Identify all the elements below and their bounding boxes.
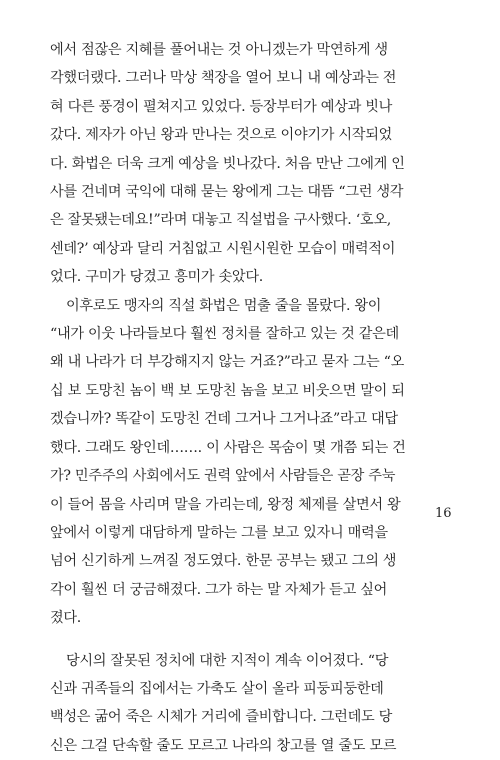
text-line: 왜 내 나라가 더 부강해지지 않는 거죠?”라고 묻자 그는 “오 bbox=[50, 354, 405, 371]
text-line: 이후로도 맹자의 직설 화법은 멈출 줄을 몰랐다. 왕이 bbox=[66, 297, 382, 314]
text-line: 신과 귀족들의 집에서는 가축도 살이 올라 피둥피둥한데 bbox=[50, 680, 384, 697]
text-line: 사를 건네며 국익에 대해 묻는 왕에게 그는 대뜸 “그런 생각 bbox=[50, 184, 404, 201]
text-line: 은 잘못됐는데요!”라며 대놓고 직설법을 구사했다. ‘호오, bbox=[50, 212, 391, 229]
text-line: 졌다. bbox=[50, 610, 82, 627]
text-line: “내가 이웃 나라들보다 훨씬 정치를 잘하고 있는 것 같은데 bbox=[50, 326, 399, 343]
text-line: 넘어 신기하게 느껴질 정도였다. 한문 공부는 됐고 그의 생 bbox=[50, 553, 397, 570]
text-line: 했다. 그래도 왕인데……. 이 사람은 목숨이 몇 개쯤 되는 건 bbox=[50, 439, 406, 456]
text-line: 겠습니까? 똑같이 도망친 건데 그거나 그거나죠”라고 대답 bbox=[50, 411, 398, 428]
page-number: 16 bbox=[435, 506, 452, 521]
text-line: 다. 화법은 더욱 크게 예상을 빗나갔다. 처음 만난 그에게 인 bbox=[50, 155, 405, 172]
text-line: 이 들어 몸을 사리며 말을 가리는데, 왕정 체제를 살면서 왕 bbox=[50, 496, 401, 513]
text-line: 당시의 잘못된 정치에 대한 지적이 계속 이어졌다. “당 bbox=[66, 652, 389, 669]
text-line: 었다. 구미가 당겼고 흥미가 솟았다. bbox=[50, 269, 263, 286]
body-text bbox=[50, 36, 406, 760]
text-line: 혀 다른 풍경이 펼쳐지고 있었다. 등장부터가 예상과 빗나 bbox=[50, 98, 392, 115]
text-line: 각이 훨씬 더 궁금해졌다. 그가 하는 말 자체가 듣고 싶어 bbox=[50, 581, 388, 598]
text-line: 신은 그걸 단속할 줄도 모르고 나라의 창고를 열 줄도 모르 bbox=[50, 737, 397, 754]
text-line: 백성은 굶어 죽은 시체가 거리에 즐비합니다. 그런데도 당 bbox=[50, 709, 392, 726]
text-line: 앞에서 이렇게 대담하게 말하는 그를 보고 있자니 매력을 bbox=[50, 524, 388, 541]
text-line: 각했더랬다. 그러나 막상 책장을 열어 보니 내 예상과는 전 bbox=[50, 70, 397, 87]
text-line: 가? 민주주의 사회에서도 권력 앞에서 사람들은 곧장 주눅 bbox=[50, 468, 396, 485]
text-line: 센데?’ 예상과 달리 거침없고 시원시원한 모습이 매력적이 bbox=[50, 240, 396, 257]
text-line: 십 보 도망친 놈이 백 보 도망친 놈을 보고 비웃으면 말이 되 bbox=[50, 382, 405, 399]
text-line: 에서 점잖은 지혜를 풀어내는 것 아니겠는가 막연하게 생 bbox=[50, 42, 388, 58]
text-line: 갔다. 제자가 아닌 왕과 만나는 것으로 이야기가 시작되었 bbox=[50, 127, 392, 144]
